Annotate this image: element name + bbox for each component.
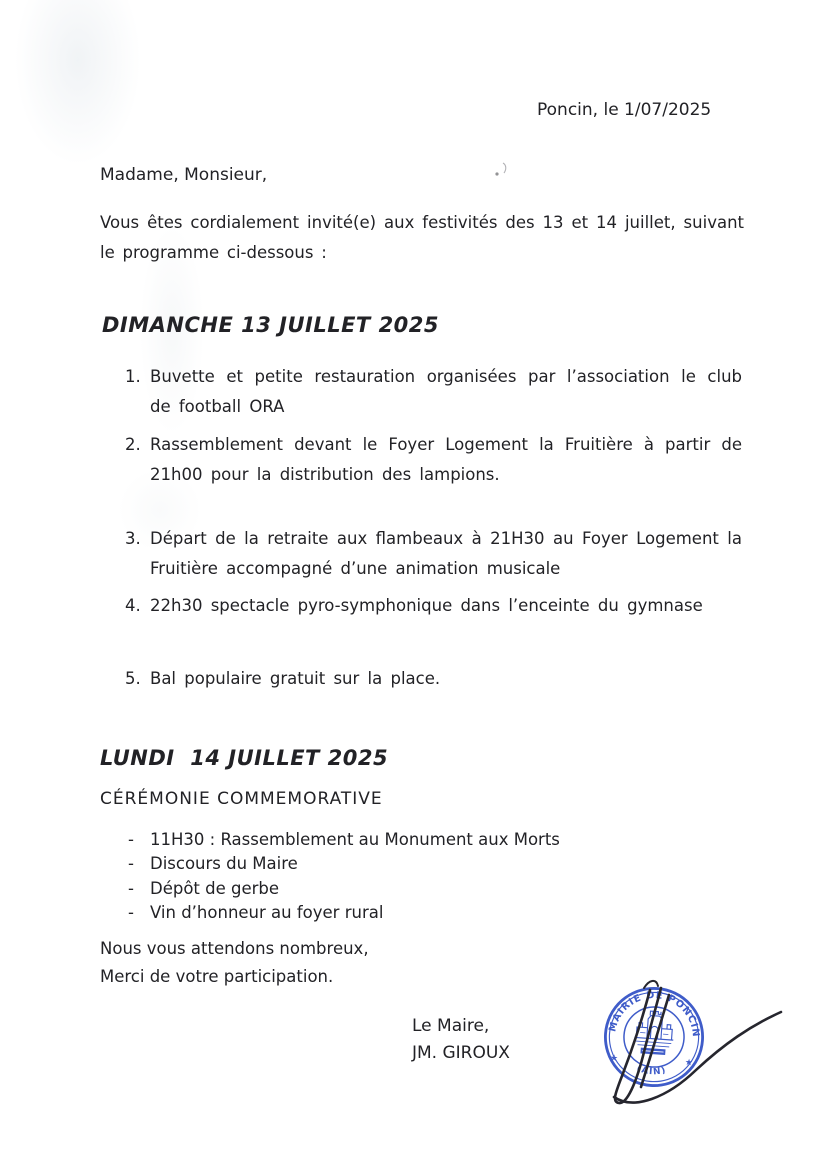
municipal-stamp-icon [597,980,710,1093]
ceremony-item-4: - Vin d’honneur au foyer rural [100,901,700,925]
closing-lines [100,935,369,990]
program-item-5: Bal populaire gratuit sur la place. [150,669,441,688]
ceremony-item-3: - Dépôt de gerbe [100,877,700,901]
section-heading-sunday: DIMANCHE 13 JUILLET 2025 [102,313,440,337]
closing-line-2: Merci de votre participation. [100,966,334,986]
ink-smudge [492,160,512,182]
program-item-1: Buvette et petite restauration organisées par l’association le club de football ORA [150,367,742,416]
section-heading-monday: LUNDI 14 JUILLET 2025 [100,746,389,770]
program-item-4: 22h30 spectacle pyro-symphonique dans l’enceinte du gymnase [150,596,703,615]
stamp-text-bottom: (AIN) [634,1063,668,1078]
stamp-star-right-icon: ★ [684,1057,694,1069]
ceremony-subheading: CÉRÉMONIE COMMEMORATIVE [100,789,383,809]
signoff-title: Le Maire, [412,1016,490,1036]
intro-paragraph: Vous êtes cordialement invité(e) aux festivités des 13 et 14 juillet, suivant le programme ci-dessous : [100,213,744,262]
signoff-name: JM. GIROUX [412,1042,510,1063]
signoff-block [412,1013,510,1066]
ceremony-list [100,828,700,926]
sunday-program-list [100,358,742,694]
program-item-2: Rassemblement devant le Foyer Logement la Fruitière à partir de 21h00 pour la distribution des lampions. [150,435,742,484]
closing-line-1: Nous vous attendons nombreux, [100,939,369,958]
program-item-3: Départ de la retraite aux flambeaux à 21H30 au Foyer Logement la Fruitière accompagné d’une animation musicale [150,529,742,578]
salutation: Madame, Monsieur, [100,165,268,185]
stamp-star-left-icon: ★ [609,1053,619,1065]
dateline: Poncin, le 1/07/2025 [537,100,712,120]
ceremony-item-2: - Discours du Maire [100,852,700,876]
stamp-text-top: MAIRIE DE PONCIN [607,989,702,1039]
ceremony-item-1: - 11H30 : Rassemblement au Monument aux Morts [100,828,700,852]
stamp-crest-icon [634,1010,675,1047]
